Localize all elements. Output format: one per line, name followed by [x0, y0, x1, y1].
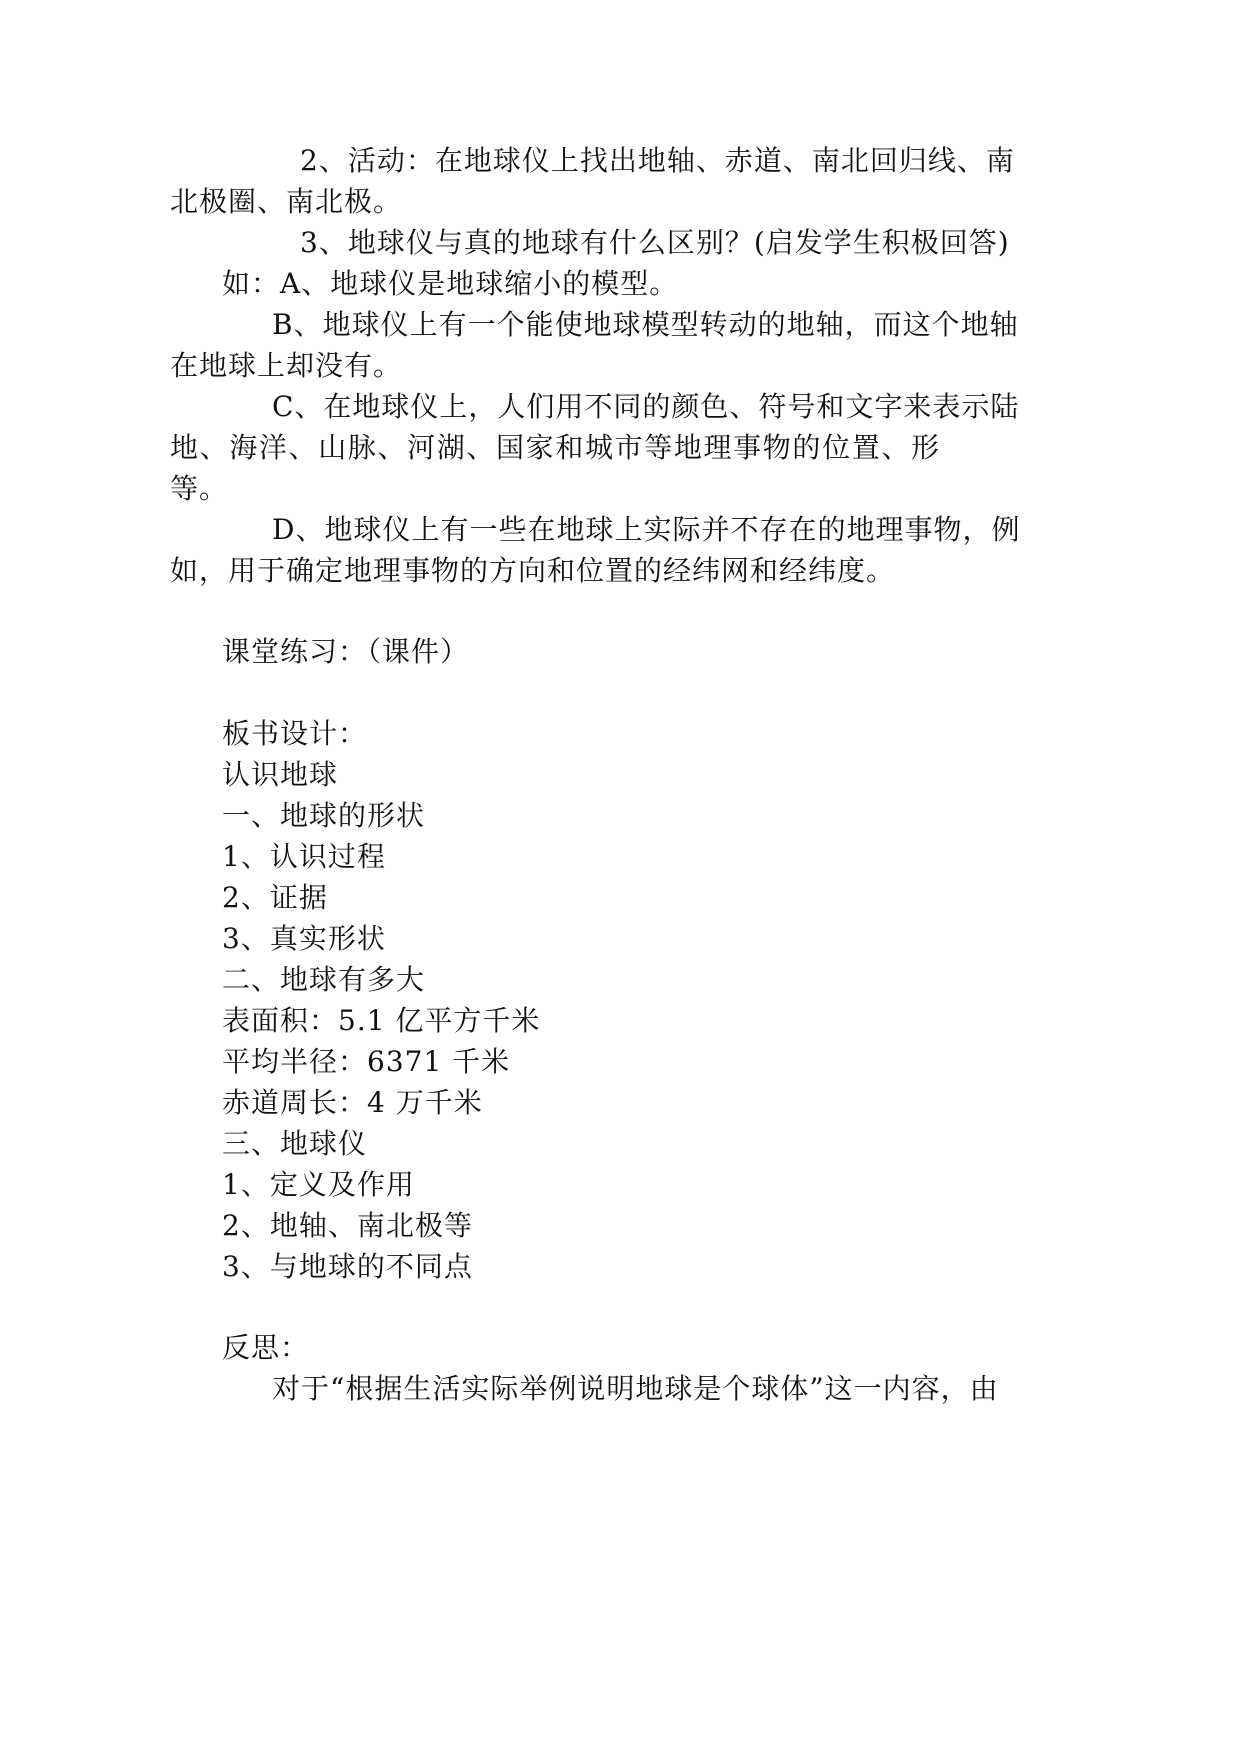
- activity-item-3: 3、地球仪与真的地球有什么区别？(启发学生积极回答): [300, 226, 1010, 259]
- point-a: 如：A、地球仪是地球缩小的模型。: [222, 267, 679, 300]
- reflection-line-1: 对于“根据生活实际举例说明地球是个球体”这一内容，由: [272, 1372, 999, 1405]
- board-design-item: 1、定义及作用: [222, 1168, 415, 1201]
- board-design-item: 3、与地球的不同点: [222, 1250, 473, 1283]
- board-design-item: 1、认识过程: [222, 840, 386, 873]
- activity-item-2-line-1: 2、活动：在地球仪上找出地轴、赤道、南北回归线、南: [300, 144, 1015, 177]
- board-design-heading: 板书设计：: [222, 717, 368, 750]
- board-design-item: 平均半径：6371 千米: [222, 1045, 511, 1078]
- board-design-item: 表面积：5.1 亿平方千米: [222, 1004, 541, 1037]
- board-design-item: 一、地球的形状: [222, 799, 426, 832]
- point-b-line-2: 在地球上却没有。: [170, 349, 403, 382]
- board-design-item: 三、地球仪: [222, 1127, 368, 1160]
- point-d-line-1: D、地球仪上有一些在地球上实际并不存在的地理事物，例: [272, 513, 1021, 546]
- board-design-title: 认识地球: [222, 758, 339, 791]
- activity-item-2-line-2: 北极圈、南北极。: [170, 185, 403, 218]
- board-design-item: 3、真实形状: [222, 922, 386, 955]
- reflection-heading: 反思：: [222, 1331, 310, 1364]
- board-design-item: 2、地轴、南北极等: [222, 1209, 473, 1242]
- point-c-line-3: 等。: [170, 472, 229, 505]
- point-b-line-1: B、地球仪上有一个能使地球模型转动的地轴，而这个地轴: [272, 308, 1019, 341]
- point-d-line-2: 如，用于确定地理事物的方向和位置的经纬网和经纬度。: [170, 554, 896, 587]
- point-c-line-2: 地、海洋、山脉、河湖、国家和城市等地理事物的位置、形: [170, 431, 940, 464]
- board-design-item: 赤道周长：4 万千米: [222, 1086, 483, 1119]
- classroom-exercise: 课堂练习：（课件）: [222, 635, 470, 668]
- point-c-line-1: C、在地球仪上，人们用不同的颜色、符号和文字来表示陆: [272, 390, 1020, 423]
- board-design-item: 二、地球有多大: [222, 963, 426, 996]
- board-design-item: 2、证据: [222, 881, 328, 914]
